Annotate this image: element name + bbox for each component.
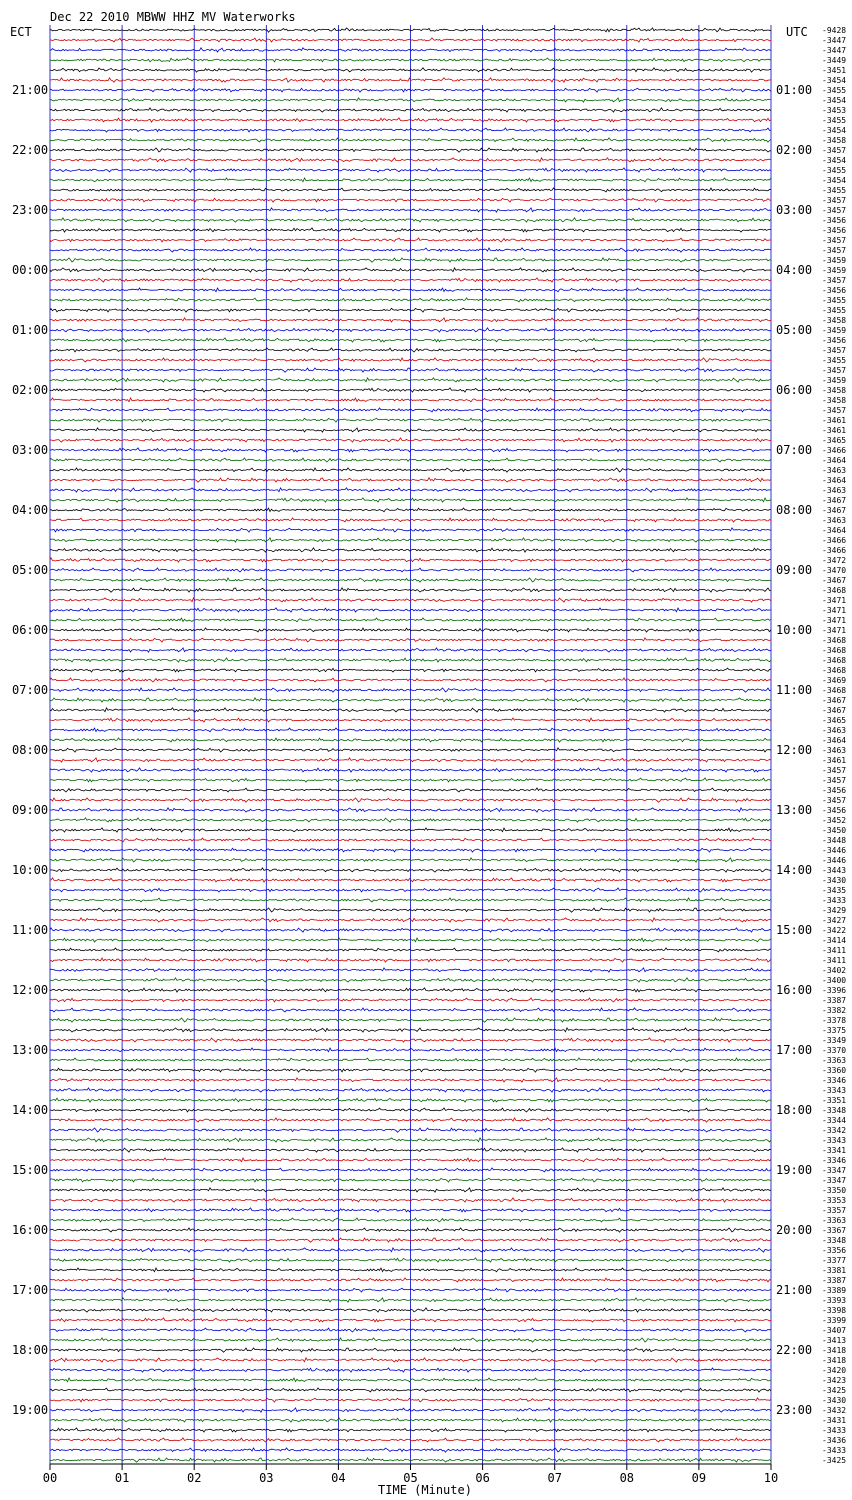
offset-label: -3455 xyxy=(822,116,847,125)
offset-label: -3430 xyxy=(822,876,847,885)
offset-label: -3402 xyxy=(822,966,847,975)
offset-label: -3471 xyxy=(822,626,847,635)
hour-label-right: 16:00 xyxy=(776,983,813,997)
x-tick-label: 06 xyxy=(475,1471,490,1485)
hour-label-right: 21:00 xyxy=(776,1283,813,1297)
offset-label: -3468 xyxy=(822,636,847,645)
hour-label-left: 14:00 xyxy=(12,1103,49,1117)
offset-label: -3466 xyxy=(822,536,847,545)
offset-label: -3396 xyxy=(822,986,847,995)
offset-label: -3347 xyxy=(822,1176,847,1185)
hour-label-left: 03:00 xyxy=(12,443,49,457)
offset-label: -3458 xyxy=(822,396,847,405)
x-tick-label: 00 xyxy=(42,1471,58,1485)
offset-label: -3450 xyxy=(822,826,847,835)
hour-label-left: 13:00 xyxy=(12,1043,49,1057)
hour-label-left: 11:00 xyxy=(12,923,49,937)
offset-label: -3363 xyxy=(822,1056,847,1065)
offset-label: -3471 xyxy=(822,596,847,605)
x-tick-label: 09 xyxy=(691,1471,707,1485)
offset-label: -3347 xyxy=(822,1166,847,1175)
offset-label: -3375 xyxy=(822,1026,847,1035)
offset-label: -3387 xyxy=(822,996,847,1005)
offset-label: -3467 xyxy=(822,576,847,585)
offset-label: -3350 xyxy=(822,1186,847,1195)
offset-label: -3430 xyxy=(822,1396,847,1405)
offset-label: -3348 xyxy=(822,1106,847,1115)
offset-label: -3458 xyxy=(822,316,847,325)
offset-label: -3346 xyxy=(822,1156,847,1165)
offset-label: -3459 xyxy=(822,326,847,335)
hour-label-left: 23:00 xyxy=(12,203,49,217)
offset-label: -9428 xyxy=(822,26,847,35)
offset-label: -3431 xyxy=(822,1416,847,1425)
chart-title: Dec 22 2010 MBWW HHZ MV Waterworks xyxy=(50,10,296,24)
hour-label-right: 10:00 xyxy=(776,623,813,637)
offset-label: -3443 xyxy=(822,866,847,875)
offset-label: -3457 xyxy=(822,796,847,805)
hour-label-right: 09:00 xyxy=(776,563,813,577)
hour-label-left: 06:00 xyxy=(12,623,49,637)
offset-label: -3344 xyxy=(822,1116,847,1125)
offset-label: -3471 xyxy=(822,606,847,615)
offset-label: -3467 xyxy=(822,706,847,715)
offset-label: -3389 xyxy=(822,1286,847,1295)
offset-label: -3448 xyxy=(822,836,847,845)
offset-label: -3425 xyxy=(822,1386,847,1395)
offset-label: -3456 xyxy=(822,336,847,345)
hour-label-right: 04:00 xyxy=(776,263,813,277)
x-tick-label: 03 xyxy=(259,1471,274,1485)
offset-label: -3447 xyxy=(822,36,847,45)
offset-label: -3432 xyxy=(822,1406,847,1415)
hour-label-left: 21:00 xyxy=(12,83,49,97)
offset-label: -3469 xyxy=(822,676,847,685)
hour-label-left: 19:00 xyxy=(12,1403,49,1417)
offset-label: -3463 xyxy=(822,486,847,495)
hour-label-left: 16:00 xyxy=(12,1223,49,1237)
offset-label: -3457 xyxy=(822,236,847,245)
offset-label: -3468 xyxy=(822,666,847,675)
hour-label-left: 02:00 xyxy=(12,383,49,397)
offset-label: -3400 xyxy=(822,976,847,985)
offset-label: -3353 xyxy=(822,1196,847,1205)
offset-label: -3465 xyxy=(822,716,847,725)
offset-label: -3454 xyxy=(822,156,847,165)
hour-label-right: 06:00 xyxy=(776,383,813,397)
offset-label: -3433 xyxy=(822,896,847,905)
offset-label: -3346 xyxy=(822,1076,847,1085)
offset-label: -3454 xyxy=(822,96,847,105)
offset-label: -3429 xyxy=(822,906,847,915)
offset-label: -3454 xyxy=(822,76,847,85)
hour-label-right: 18:00 xyxy=(776,1103,813,1117)
offset-label: -3466 xyxy=(822,546,847,555)
offset-label: -3457 xyxy=(822,776,847,785)
offset-label: -3457 xyxy=(822,406,847,415)
offset-label: -3471 xyxy=(822,616,847,625)
offset-label: -3411 xyxy=(822,946,847,955)
offset-label: -3451 xyxy=(822,66,847,75)
x-tick-label: 10 xyxy=(763,1471,779,1485)
offset-label: -3472 xyxy=(822,556,847,565)
hour-label-left: 04:00 xyxy=(12,503,49,517)
hour-label-right: 07:00 xyxy=(776,443,813,457)
offset-label: -3455 xyxy=(822,166,847,175)
offset-label: -3378 xyxy=(822,1016,847,1025)
offset-label: -3464 xyxy=(822,736,847,745)
offset-label: -3454 xyxy=(822,176,847,185)
offset-label: -3363 xyxy=(822,1216,847,1225)
hour-label-left: 01:00 xyxy=(12,323,49,337)
left-zone-label: ECT xyxy=(10,25,32,39)
offset-label: -3456 xyxy=(822,286,847,295)
offset-label: -3458 xyxy=(822,386,847,395)
hour-label-left: 00:00 xyxy=(12,263,49,277)
x-tick-label: 01 xyxy=(114,1471,130,1485)
offset-label: -3370 xyxy=(822,1046,847,1055)
offset-label: -3459 xyxy=(822,256,847,265)
hour-label-right: 12:00 xyxy=(776,743,813,757)
offset-label: -3393 xyxy=(822,1296,847,1305)
hour-label-right: 02:00 xyxy=(776,143,813,157)
hour-label-right: 15:00 xyxy=(776,923,813,937)
grid-lines xyxy=(50,25,771,1464)
hour-label-right: 20:00 xyxy=(776,1223,813,1237)
offset-label: -3459 xyxy=(822,376,847,385)
hour-label-right: 19:00 xyxy=(776,1163,813,1177)
hour-label-left: 12:00 xyxy=(12,983,49,997)
hour-label-left: 10:00 xyxy=(12,863,49,877)
offset-label: -3458 xyxy=(822,136,847,145)
right-zone-label: UTC xyxy=(786,25,808,39)
offset-label: -3457 xyxy=(822,366,847,375)
x-tick-label: 07 xyxy=(547,1471,562,1485)
x-tick-label: 08 xyxy=(619,1471,635,1485)
x-tick-label: 02 xyxy=(186,1471,202,1485)
hour-label-right: 14:00 xyxy=(776,863,813,877)
offset-label: -3468 xyxy=(822,686,847,695)
offset-label: -3349 xyxy=(822,1036,847,1045)
offset-label: -3418 xyxy=(822,1346,847,1355)
hour-label-right: 11:00 xyxy=(776,683,813,697)
offset-label: -3447 xyxy=(822,46,847,55)
offset-label: -3455 xyxy=(822,186,847,195)
offset-label: -3455 xyxy=(822,296,847,305)
offset-label: -3357 xyxy=(822,1206,847,1215)
offset-label: -3436 xyxy=(822,1436,847,1445)
offset-label: -3463 xyxy=(822,746,847,755)
hour-label-right: 05:00 xyxy=(776,323,813,337)
offset-label: -3399 xyxy=(822,1316,847,1325)
offset-label: -3467 xyxy=(822,506,847,515)
offset-label: -3446 xyxy=(822,856,847,865)
offset-label: -3461 xyxy=(822,756,847,765)
x-axis-label: TIME (Minute) xyxy=(378,1483,472,1497)
offset-label: -3360 xyxy=(822,1066,847,1075)
offset-label: -3425 xyxy=(822,1456,847,1465)
offset-label: -3351 xyxy=(822,1096,847,1105)
offset-label: -3420 xyxy=(822,1366,847,1375)
hour-label-right: 03:00 xyxy=(776,203,813,217)
offset-label: -3457 xyxy=(822,246,847,255)
offset-label: -3455 xyxy=(822,306,847,315)
offset-label: -3464 xyxy=(822,476,847,485)
offset-label: -3367 xyxy=(822,1226,847,1235)
offset-label: -3464 xyxy=(822,526,847,535)
offset-label: -3433 xyxy=(822,1426,847,1435)
offset-label: -3456 xyxy=(822,216,847,225)
offset-label: -3356 xyxy=(822,1246,847,1255)
offset-label: -3468 xyxy=(822,586,847,595)
offset-label: -3454 xyxy=(822,126,847,135)
offset-label: -3343 xyxy=(822,1136,847,1145)
offset-label: -3465 xyxy=(822,436,847,445)
hour-label-left: 08:00 xyxy=(12,743,49,757)
offset-label: -3342 xyxy=(822,1126,847,1135)
offset-label: -3343 xyxy=(822,1086,847,1095)
offset-label: -3468 xyxy=(822,646,847,655)
offset-label: -3455 xyxy=(822,86,847,95)
x-tick-label: 04 xyxy=(331,1471,346,1485)
offset-label: -3466 xyxy=(822,446,847,455)
offset-label: -3435 xyxy=(822,886,847,895)
hour-label-right: 23:00 xyxy=(776,1403,813,1417)
offset-label: -3348 xyxy=(822,1236,847,1245)
offset-label: -3398 xyxy=(822,1306,847,1315)
offset-label: -3433 xyxy=(822,1446,847,1455)
offset-label: -3423 xyxy=(822,1376,847,1385)
hour-label-left: 05:00 xyxy=(12,563,49,577)
hour-label-right: 22:00 xyxy=(776,1343,813,1357)
offset-label: -3422 xyxy=(822,926,847,935)
offset-label: -3411 xyxy=(822,956,847,965)
hour-label-left: 17:00 xyxy=(12,1283,49,1297)
hour-label-left: 18:00 xyxy=(12,1343,49,1357)
hour-label-right: 08:00 xyxy=(776,503,813,517)
hour-label-left: 07:00 xyxy=(12,683,49,697)
offset-label: -3456 xyxy=(822,786,847,795)
offset-labels xyxy=(822,26,846,1465)
offset-label: -3457 xyxy=(822,146,847,155)
offset-label: -3387 xyxy=(822,1276,847,1285)
offset-label: -3457 xyxy=(822,346,847,355)
offset-label: -3467 xyxy=(822,496,847,505)
offset-label: -3341 xyxy=(822,1146,847,1155)
hour-label-right: 13:00 xyxy=(776,803,813,817)
x-tick-label: 05 xyxy=(403,1471,418,1485)
offset-label: -3463 xyxy=(822,516,847,525)
offset-label: -3457 xyxy=(822,206,847,215)
offset-label: -3457 xyxy=(822,196,847,205)
offset-label: -3467 xyxy=(822,696,847,705)
offset-label: -3470 xyxy=(822,566,847,575)
offset-label: -3453 xyxy=(822,106,847,115)
x-axis-ticks xyxy=(43,1464,778,1485)
offset-label: -3452 xyxy=(822,816,847,825)
offset-label: -3455 xyxy=(822,356,847,365)
offset-label: -3464 xyxy=(822,456,847,465)
offset-label: -3427 xyxy=(822,916,847,925)
offset-label: -3461 xyxy=(822,426,847,435)
offset-label: -3377 xyxy=(822,1256,847,1265)
offset-label: -3418 xyxy=(822,1356,847,1365)
offset-label: -3459 xyxy=(822,266,847,275)
offset-label: -3407 xyxy=(822,1326,847,1335)
offset-label: -3382 xyxy=(822,1006,847,1015)
hour-label-right: 17:00 xyxy=(776,1043,813,1057)
offset-label: -3461 xyxy=(822,416,847,425)
offset-label: -3456 xyxy=(822,806,847,815)
offset-label: -3446 xyxy=(822,846,847,855)
offset-label: -3468 xyxy=(822,656,847,665)
offset-label: -3414 xyxy=(822,936,847,945)
offset-label: -3463 xyxy=(822,726,847,735)
offset-label: -3449 xyxy=(822,56,847,65)
offset-label: -3457 xyxy=(822,276,847,285)
offset-label: -3381 xyxy=(822,1266,847,1275)
hour-label-left: 09:00 xyxy=(12,803,49,817)
hour-label-right: 01:00 xyxy=(776,83,813,97)
offset-label: -3413 xyxy=(822,1336,847,1345)
offset-label: -3457 xyxy=(822,766,847,775)
hour-label-left: 22:00 xyxy=(12,143,49,157)
offset-label: -3463 xyxy=(822,466,847,475)
offset-label: -3456 xyxy=(822,226,847,235)
hour-label-left: 15:00 xyxy=(12,1163,49,1177)
